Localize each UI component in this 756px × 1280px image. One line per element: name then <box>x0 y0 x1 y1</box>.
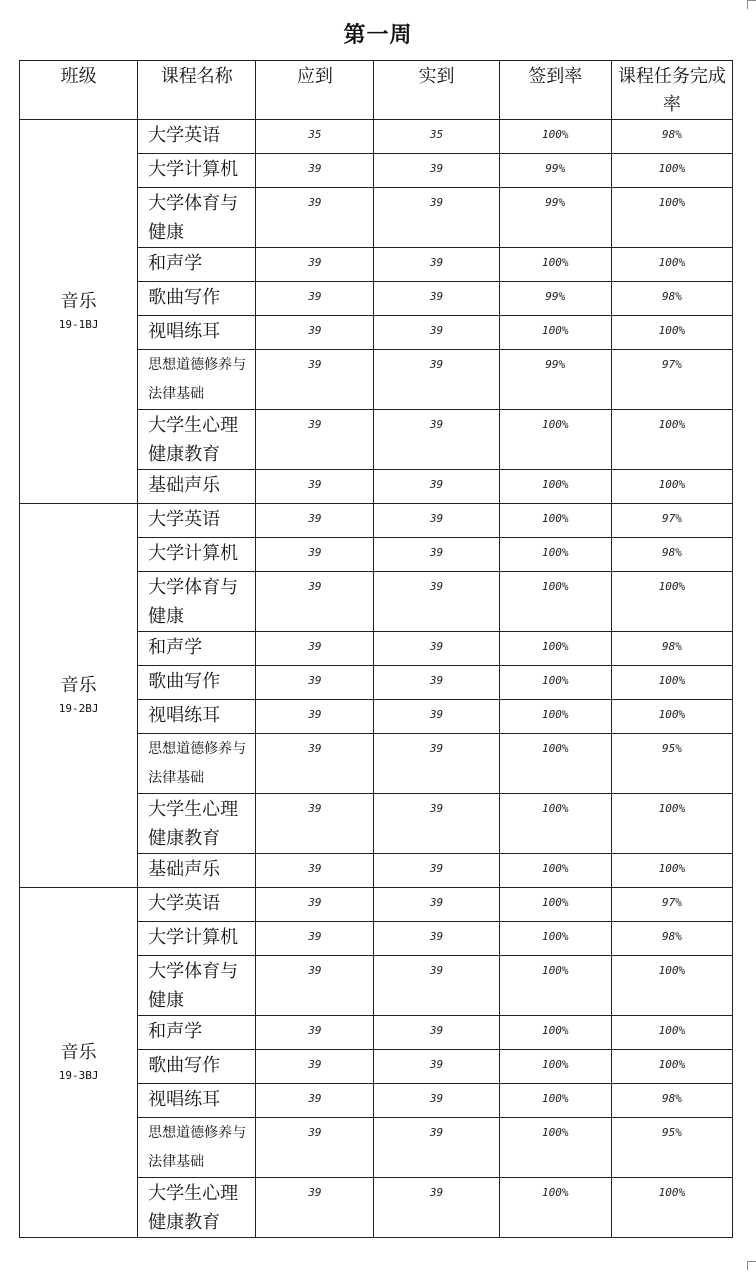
expected-count-cell: 39 <box>256 922 374 956</box>
expected-count-cell: 39 <box>256 632 374 666</box>
class-code: 19-1BJ <box>58 317 99 331</box>
course-name-cell: 歌曲写作 <box>138 666 256 700</box>
attendance-rate-cell: 100% <box>499 632 611 666</box>
actual-count-cell: 39 <box>374 854 499 888</box>
attendance-rate-cell: 100% <box>499 734 611 794</box>
header-attendance-rate: 签到率 <box>499 61 611 120</box>
header-actual: 实到 <box>374 61 499 120</box>
course-name-cell: 大学计算机 <box>138 154 256 188</box>
actual-count-cell: 39 <box>374 470 499 504</box>
course-name-cell: 大学生心理健康教育 <box>138 1178 256 1238</box>
expected-count-cell: 39 <box>256 504 374 538</box>
attendance-rate-cell: 100% <box>499 888 611 922</box>
class-cell <box>20 888 138 1238</box>
actual-count-cell: 39 <box>374 888 499 922</box>
attendance-rate-cell: 99% <box>499 188 611 248</box>
expected-count-cell: 39 <box>256 538 374 572</box>
course-name-cell: 基础声乐 <box>138 854 256 888</box>
course-name-cell: 大学生心理健康教育 <box>138 794 256 854</box>
attendance-rate-cell: 100% <box>499 1118 611 1178</box>
completion-rate-cell: 100% <box>611 410 732 470</box>
page-title: 第一周 <box>343 23 413 48</box>
course-name-cell: 大学体育与健康 <box>138 188 256 248</box>
course-name-cell: 基础声乐 <box>138 470 256 504</box>
completion-rate-cell: 98% <box>611 282 732 316</box>
class-name: 音乐 <box>60 1041 97 1063</box>
class-code: 19-3BJ <box>58 1068 99 1082</box>
table-body <box>20 120 733 1238</box>
actual-count-cell: 39 <box>374 700 499 734</box>
class-name: 音乐 <box>60 674 97 696</box>
actual-count-cell: 39 <box>374 1118 499 1178</box>
expected-count-cell: 39 <box>256 700 374 734</box>
expected-count-cell: 39 <box>256 1050 374 1084</box>
completion-rate-cell: 98% <box>611 1084 732 1118</box>
attendance-table <box>19 60 733 1238</box>
attendance-rate-cell: 100% <box>499 700 611 734</box>
course-name-cell: 大学体育与健康 <box>138 572 256 632</box>
expected-count-cell: 39 <box>256 248 374 282</box>
class-code: 19-2BJ <box>58 701 99 715</box>
actual-count-cell: 39 <box>374 538 499 572</box>
expected-count-cell: 39 <box>256 854 374 888</box>
completion-rate-cell: 100% <box>611 188 732 248</box>
course-name-cell: 歌曲写作 <box>138 1050 256 1084</box>
course-name-cell: 大学英语 <box>138 120 256 154</box>
actual-count-cell: 39 <box>374 666 499 700</box>
completion-rate-cell: 100% <box>611 1178 732 1238</box>
expected-count-cell: 39 <box>256 572 374 632</box>
attendance-rate-cell: 100% <box>499 470 611 504</box>
course-name-cell: 大学体育与健康 <box>138 956 256 1016</box>
actual-count-cell: 39 <box>374 632 499 666</box>
course-name-cell: 大学英语 <box>138 888 256 922</box>
attendance-rate-cell: 99% <box>499 350 611 410</box>
header-class: 班级 <box>20 61 138 120</box>
completion-rate-cell: 100% <box>611 572 732 632</box>
completion-rate-cell: 100% <box>611 666 732 700</box>
header-completion-rate: 课程任务完成率 <box>611 61 732 120</box>
completion-rate-cell: 95% <box>611 1118 732 1178</box>
course-name-cell: 和声学 <box>138 248 256 282</box>
course-name-cell: 和声学 <box>138 1016 256 1050</box>
actual-count-cell: 39 <box>374 316 499 350</box>
table-row <box>20 504 733 538</box>
header-row <box>20 61 733 120</box>
actual-count-cell: 39 <box>374 154 499 188</box>
completion-rate-cell: 98% <box>611 922 732 956</box>
attendance-rate-cell: 100% <box>499 316 611 350</box>
header-course: 课程名称 <box>138 61 256 120</box>
expected-count-cell: 39 <box>256 188 374 248</box>
completion-rate-cell: 97% <box>611 504 732 538</box>
attendance-rate-cell: 100% <box>499 120 611 154</box>
completion-rate-cell: 100% <box>611 956 732 1016</box>
attendance-rate-cell: 100% <box>499 854 611 888</box>
course-name-cell: 歌曲写作 <box>138 282 256 316</box>
attendance-rate-cell: 100% <box>499 666 611 700</box>
expected-count-cell: 39 <box>256 1016 374 1050</box>
attendance-rate-cell: 100% <box>499 504 611 538</box>
actual-count-cell: 39 <box>374 248 499 282</box>
expected-count-cell: 39 <box>256 282 374 316</box>
attendance-rate-cell: 99% <box>499 154 611 188</box>
actual-count-cell: 39 <box>374 1050 499 1084</box>
attendance-rate-cell: 99% <box>499 282 611 316</box>
attendance-rate-cell: 100% <box>499 1178 611 1238</box>
actual-count-cell: 39 <box>374 504 499 538</box>
completion-rate-cell: 98% <box>611 538 732 572</box>
actual-count-cell: 39 <box>374 1178 499 1238</box>
completion-rate-cell: 100% <box>611 700 732 734</box>
actual-count-cell: 35 <box>374 120 499 154</box>
class-name: 音乐 <box>60 290 97 312</box>
completion-rate-cell: 100% <box>611 1016 732 1050</box>
course-name-cell: 视唱练耳 <box>138 1084 256 1118</box>
page-corner-mark <box>747 0 756 9</box>
completion-rate-cell: 97% <box>611 350 732 410</box>
table-row <box>20 120 733 154</box>
attendance-rate-cell: 100% <box>499 1050 611 1084</box>
actual-count-cell: 39 <box>374 1084 499 1118</box>
course-name-cell: 视唱练耳 <box>138 316 256 350</box>
course-name-cell: 视唱练耳 <box>138 700 256 734</box>
expected-count-cell: 39 <box>256 154 374 188</box>
completion-rate-cell: 95% <box>611 734 732 794</box>
actual-count-cell: 39 <box>374 922 499 956</box>
attendance-rate-cell: 100% <box>499 794 611 854</box>
course-name-cell: 思想道德修养与法律基础 <box>138 1118 256 1178</box>
attendance-rate-cell: 100% <box>499 248 611 282</box>
actual-count-cell: 39 <box>374 794 499 854</box>
course-name-cell: 大学计算机 <box>138 922 256 956</box>
actual-count-cell: 39 <box>374 572 499 632</box>
course-name-cell: 大学计算机 <box>138 538 256 572</box>
completion-rate-cell: 100% <box>611 316 732 350</box>
expected-count-cell: 39 <box>256 470 374 504</box>
expected-count-cell: 35 <box>256 120 374 154</box>
page-corner-mark <box>747 1261 756 1270</box>
expected-count-cell: 39 <box>256 734 374 794</box>
expected-count-cell: 39 <box>256 316 374 350</box>
completion-rate-cell: 100% <box>611 470 732 504</box>
class-cell <box>20 120 138 504</box>
expected-count-cell: 39 <box>256 1084 374 1118</box>
expected-count-cell: 39 <box>256 1178 374 1238</box>
attendance-rate-cell: 100% <box>499 1016 611 1050</box>
completion-rate-cell: 98% <box>611 632 732 666</box>
completion-rate-cell: 100% <box>611 794 732 854</box>
expected-count-cell: 39 <box>256 956 374 1016</box>
course-name-cell: 思想道德修养与法律基础 <box>138 350 256 410</box>
expected-count-cell: 39 <box>256 350 374 410</box>
course-name-cell: 大学生心理健康教育 <box>138 410 256 470</box>
actual-count-cell: 39 <box>374 956 499 1016</box>
completion-rate-cell: 100% <box>611 248 732 282</box>
actual-count-cell: 39 <box>374 410 499 470</box>
attendance-rate-cell: 100% <box>499 1084 611 1118</box>
attendance-rate-cell: 100% <box>499 572 611 632</box>
attendance-rate-cell: 100% <box>499 922 611 956</box>
header-expected: 应到 <box>256 61 374 120</box>
actual-count-cell: 39 <box>374 350 499 410</box>
actual-count-cell: 39 <box>374 188 499 248</box>
course-name-cell: 大学英语 <box>138 504 256 538</box>
attendance-rate-cell: 100% <box>499 956 611 1016</box>
actual-count-cell: 39 <box>374 282 499 316</box>
table-row <box>20 888 733 922</box>
completion-rate-cell: 97% <box>611 888 732 922</box>
course-name-cell: 思想道德修养与法律基础 <box>138 734 256 794</box>
expected-count-cell: 39 <box>256 794 374 854</box>
attendance-rate-cell: 100% <box>499 410 611 470</box>
expected-count-cell: 39 <box>256 1118 374 1178</box>
actual-count-cell: 39 <box>374 1016 499 1050</box>
course-name-cell: 和声学 <box>138 632 256 666</box>
actual-count-cell: 39 <box>374 734 499 794</box>
expected-count-cell: 39 <box>256 666 374 700</box>
completion-rate-cell: 100% <box>611 1050 732 1084</box>
class-cell <box>20 504 138 888</box>
attendance-rate-cell: 100% <box>499 538 611 572</box>
completion-rate-cell: 100% <box>611 154 732 188</box>
expected-count-cell: 39 <box>256 888 374 922</box>
completion-rate-cell: 98% <box>611 120 732 154</box>
expected-count-cell: 39 <box>256 410 374 470</box>
completion-rate-cell: 100% <box>611 854 732 888</box>
